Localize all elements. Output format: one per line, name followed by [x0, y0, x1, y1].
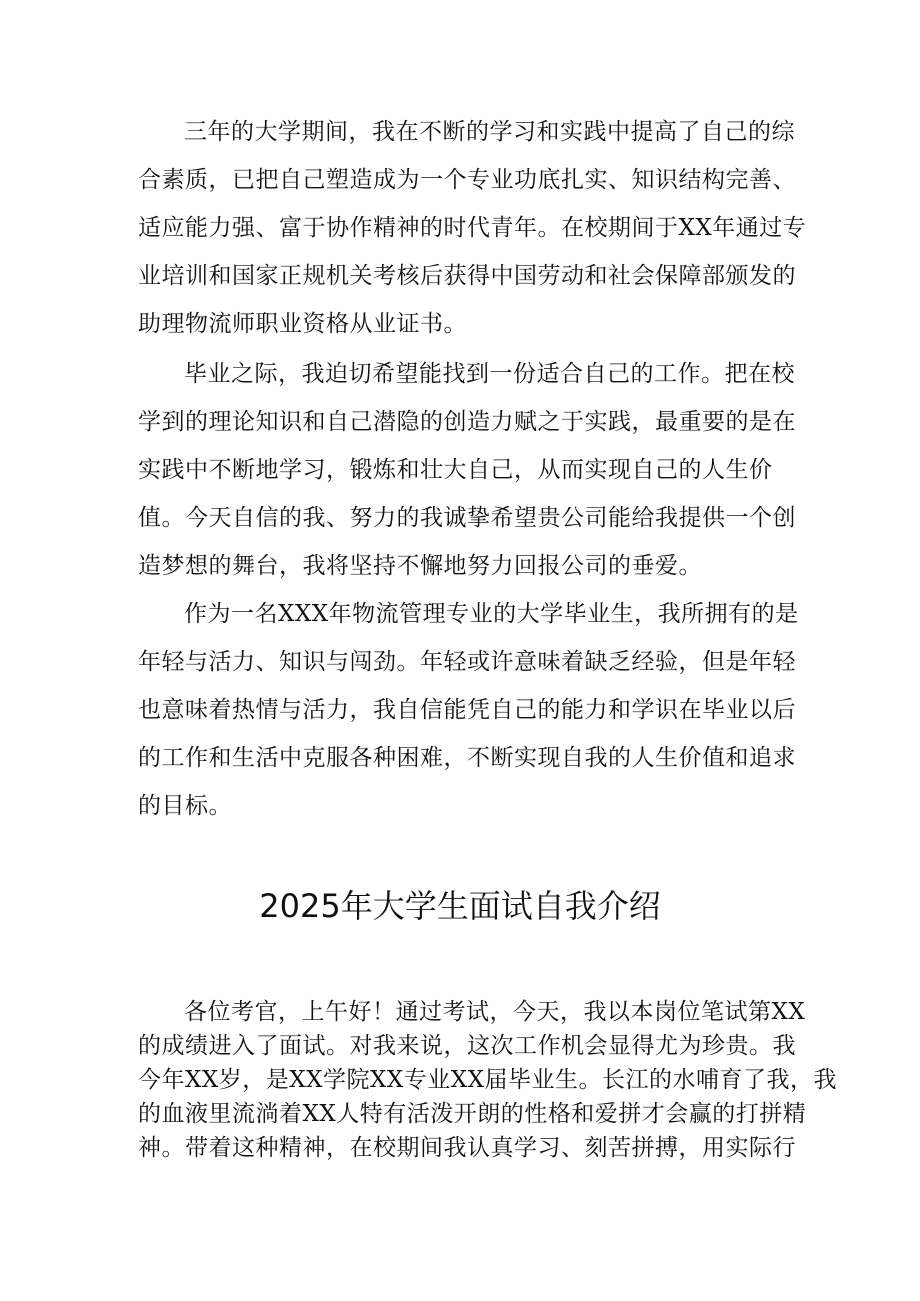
paragraph-4-line: 的血液里流淌着XX人特有活泼开朗的性格和爱拼才会赢的打拼精 [138, 1101, 807, 1127]
paragraph-1-line: 助理物流师职业资格从业证书。 [138, 311, 467, 337]
paragraph-1-line: 业培训和国家正规机关考核后获得中国劳动和社会保障部颁发的 [138, 263, 796, 289]
paragraph-2-line: 实践中不断地学习，锻炼和壮大自己，从而实现自己的人生价 [138, 457, 773, 483]
paragraph-2-line: 造梦想的舞台，我将坚持不懈地努力回报公司的垂爱。 [138, 553, 702, 579]
paragraph-2-line: 毕业之际，我迫切希望能找到一份适合自己的工作。把在校 [184, 361, 795, 387]
paragraph-3-line: 的目标。 [138, 793, 232, 819]
paragraph-1-line: 适应能力强、富于协作精神的时代青年。在校期间于XX年通过专 [138, 215, 807, 241]
paragraph-4-line: 的成绩进入了面试。对我来说，这次工作机会显得尤为珍贵。我 [138, 1033, 796, 1059]
paragraph-4-line: 各位考官，上午好！通过考试，今天，我以本岗位笔试第XX [184, 999, 806, 1025]
paragraph-3-line: 年轻与活力、知识与闯劲。年轻或许意味着缺乏经验，但是年轻 [138, 649, 796, 675]
paragraph-3-line: 的工作和生活中克服各种困难，不断实现自我的人生价值和追求 [138, 745, 796, 771]
paragraph-4-line: 今年XX岁，是XX学院XX专业XX届毕业生。长江的水哺育了我，我 [138, 1067, 837, 1093]
paragraph-3-line: 作为一名XXX年物流管理专业的大学毕业生，我所拥有的是 [184, 601, 799, 627]
paragraph-2-line: 值。今天自信的我、努力的我诚挚希望贵公司能给我提供一个创 [138, 505, 796, 531]
paragraph-1-line: 合素质，已把自己塑造成为一个专业功底扎实、知识结构完善、 [138, 167, 796, 193]
paragraph-2-line: 学到的理论知识和自己潜隐的创造力赋之于实践，最重要的是在 [138, 409, 796, 435]
paragraph-3-line: 也意味着热情与活力，我自信能凭自己的能力和学识在毕业以后 [138, 697, 796, 723]
page-title: 2025年大学生面试自我介绍 [259, 887, 661, 925]
paragraph-4-line: 神。带着这种精神，在校期间我认真学习、刻苦拼搏，用实际行 [138, 1135, 796, 1161]
paragraph-1-line: 三年的大学期间，我在不断的学习和实践中提高了自己的综 [184, 119, 795, 145]
